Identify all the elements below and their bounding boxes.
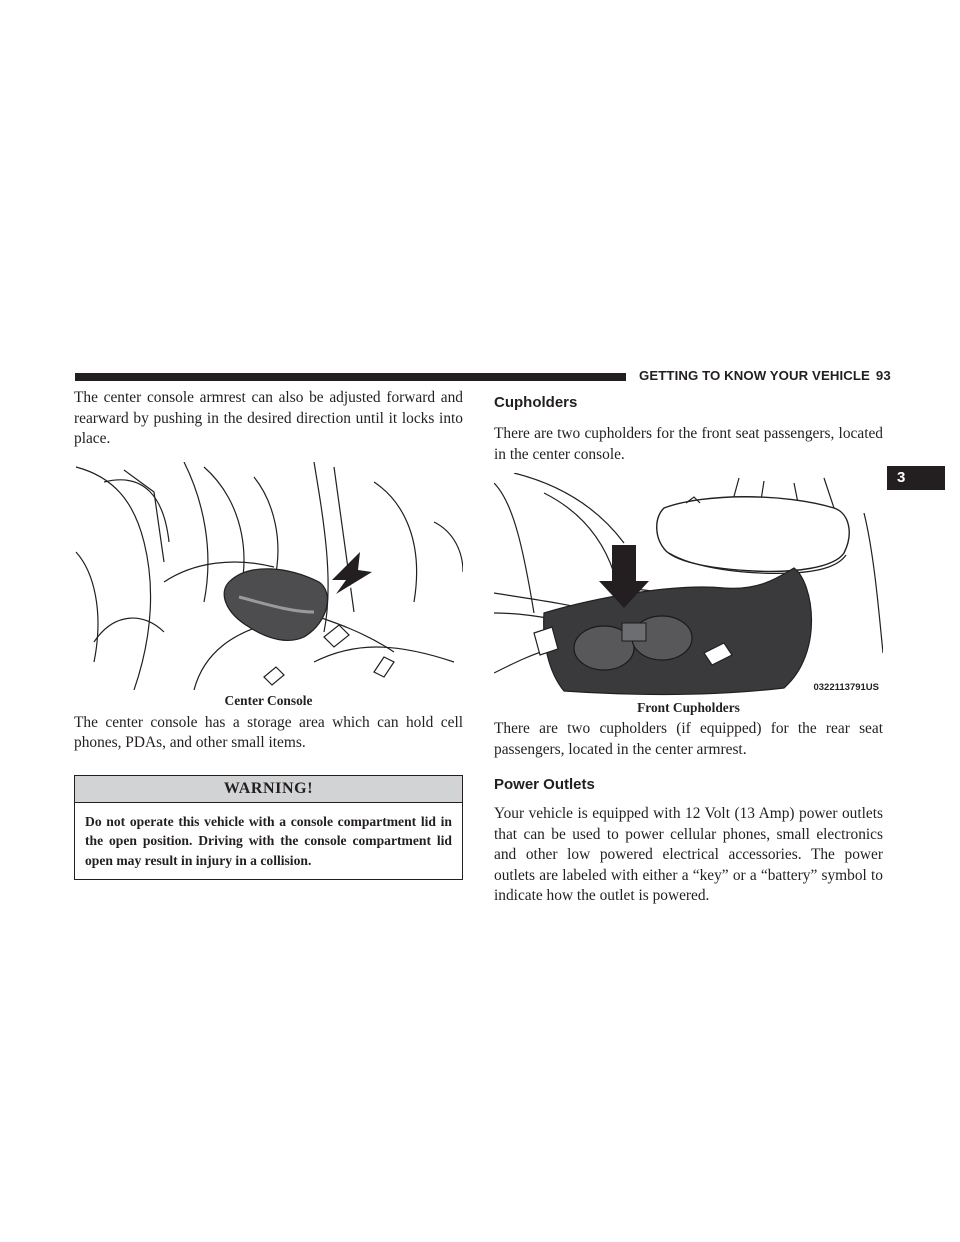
armrest-highlight bbox=[224, 568, 327, 640]
cupholders-paragraph: There are two cupholders for the front seat passengers, located in the center console. bbox=[494, 425, 883, 463]
running-header bbox=[639, 368, 889, 383]
armrest-adjust-paragraph: The center console armrest can also be adjusted forward and rearward by pushing in the desired direction until it locks into place. bbox=[74, 389, 463, 447]
arrow-icon bbox=[332, 552, 379, 594]
warning-title: WARNING! bbox=[75, 776, 462, 803]
front-cupholders-figure bbox=[494, 473, 883, 697]
center-console-illustration bbox=[74, 462, 463, 690]
rear-cupholders-paragraph: There are two cupholders (if equipped) for the rear seat passengers, located in the center armrest. bbox=[494, 720, 883, 758]
center-console-figure bbox=[74, 462, 463, 690]
header-rule bbox=[75, 373, 626, 381]
power-outlets-paragraph: Your vehicle is equipped with 12 Volt (13 Amp) power outlets that can be used to power cellular phones, small electronics and other low powered electrical accessories. The power outlets are labeled with either a “key” or a “battery” symbol to indicate how the outlet is powered. bbox=[494, 805, 883, 904]
power-outlets-heading: Power Outlets bbox=[494, 776, 595, 793]
front-cupholders-illustration bbox=[494, 473, 883, 697]
figure-code: 0322114935US bbox=[393, 674, 459, 686]
section-title: GETTING TO KNOW YOUR VEHICLE bbox=[639, 368, 870, 383]
figure-caption: Center Console bbox=[224, 692, 313, 708]
armrest-lid bbox=[657, 497, 849, 574]
warning-text: Do not operate this vehicle with a console compartment lid in the open position. Driving with the console compartment lid open may result in injury in a collision. bbox=[85, 813, 452, 868]
storage-paragraph: The center console has a storage area which can hold cell phones, PDAs, and other small items. bbox=[74, 713, 463, 751]
right-column bbox=[494, 388, 883, 907]
figure-caption: Front Cupholders bbox=[637, 700, 740, 715]
cupholder-area bbox=[534, 568, 812, 695]
page-number: 93 bbox=[875, 368, 891, 383]
warning-box bbox=[74, 775, 463, 881]
left-column bbox=[74, 388, 463, 880]
figure-code: 0322113791US bbox=[813, 682, 879, 693]
cupholders-heading: Cupholders bbox=[494, 394, 578, 411]
chapter-tab: 3 bbox=[887, 466, 945, 490]
